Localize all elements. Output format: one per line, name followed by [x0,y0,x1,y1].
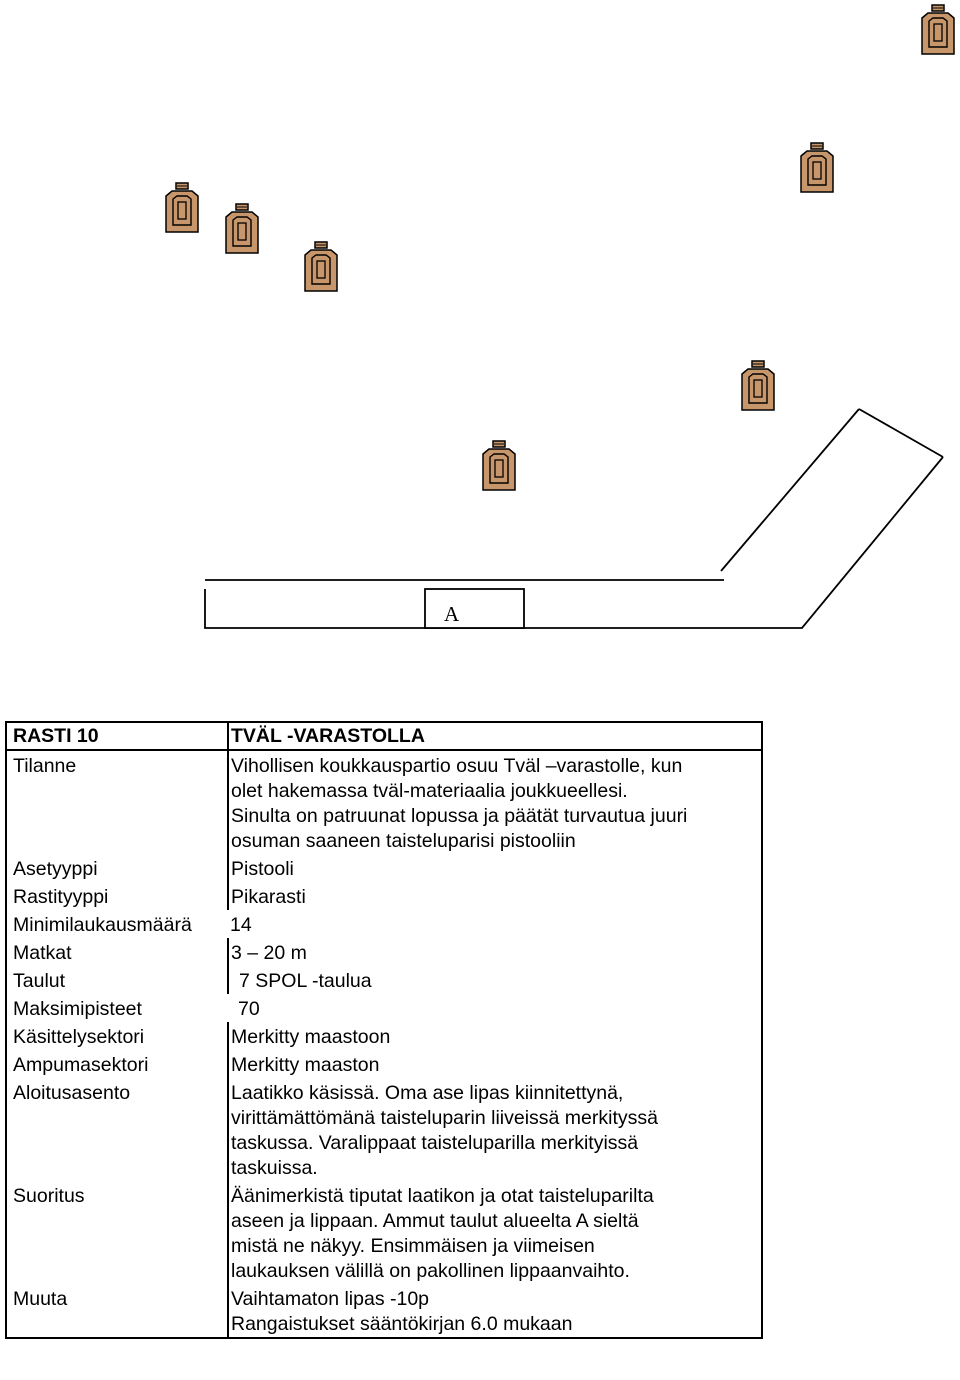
target-1 [166,183,198,232]
target-3 [305,242,337,291]
distances-value: 3 – 20 m [228,938,762,966]
shooting-sector-label: Ampumasektori [13,1054,149,1076]
distances-label: Matkat [13,942,72,964]
stage-title: TVÄL -VARASTOLLA [228,722,762,750]
max-points-label: Maksimipisteet [13,998,142,1020]
handling-sector-value: Merkitty maastoon [228,1022,762,1050]
target-5 [742,361,774,410]
area-a-box [425,589,524,628]
stage-info-table [5,721,763,1339]
weapon-type-value: Pistooli [228,854,762,882]
targets-label: Taulut [13,970,66,992]
min-rounds-value: 14 [230,914,252,936]
stage-number: RASTI 10 [6,722,228,750]
handling-sector-label: Käsittelysektori [13,1026,145,1048]
target-6 [801,143,833,192]
other-label: Muuta [13,1288,68,1310]
max-points-value: 70 [238,998,260,1020]
procedure-label: Suoritus [13,1185,85,1207]
other-value: Vaihtamaton lipas -10p Rangaistukset sääntökirjan 6.0 mukaan [228,1284,762,1338]
target-4 [483,441,515,490]
stage-type-value: Pikarasti [228,882,762,910]
min-rounds-label: Minimilaukausmäärä [13,914,192,936]
area-a-label: A [444,602,460,626]
target-7 [922,5,954,54]
target-2 [226,204,258,253]
situation-value: Vihollisen koukkauspartio osuu Tväl –varastolle, kun olet hakemassa tväl-materiaalia joukkueellesi. Sinulta on patruunat lopussa ja päätät turvautua juuri osuman saaneen taisteluparisi pistooliin [228,750,762,854]
shooting-sector-value: Merkitty maaston [228,1050,762,1078]
start-position-label: Aloitusasento [13,1082,131,1104]
weapon-type-label: Asetyyppi [13,858,98,880]
targets-value: 7 SPOL -taulua [228,966,762,994]
start-position-value: Laatikko käsissä. Oma ase lipas kiinnitettynä, virittämättömänä taisteluparin liiveissä merkityssä taskussa. Varalippaat taisteluparilla merkityissä taskuissa. [228,1078,762,1181]
shooting-area-outline [205,409,943,628]
situation-label: Tilanne [13,755,77,777]
stage-type-label: Rastityyppi [13,886,109,908]
procedure-value: Äänimerkistä tiputat laatikon ja otat taisteluparilta aseen ja lippaan. Ammut taulut alueelta A sieltä mistä ne näkyy. Ensimmäisen ja viimeisen laukauksen välillä on pakollinen lippaanvaihto. [228,1181,762,1284]
